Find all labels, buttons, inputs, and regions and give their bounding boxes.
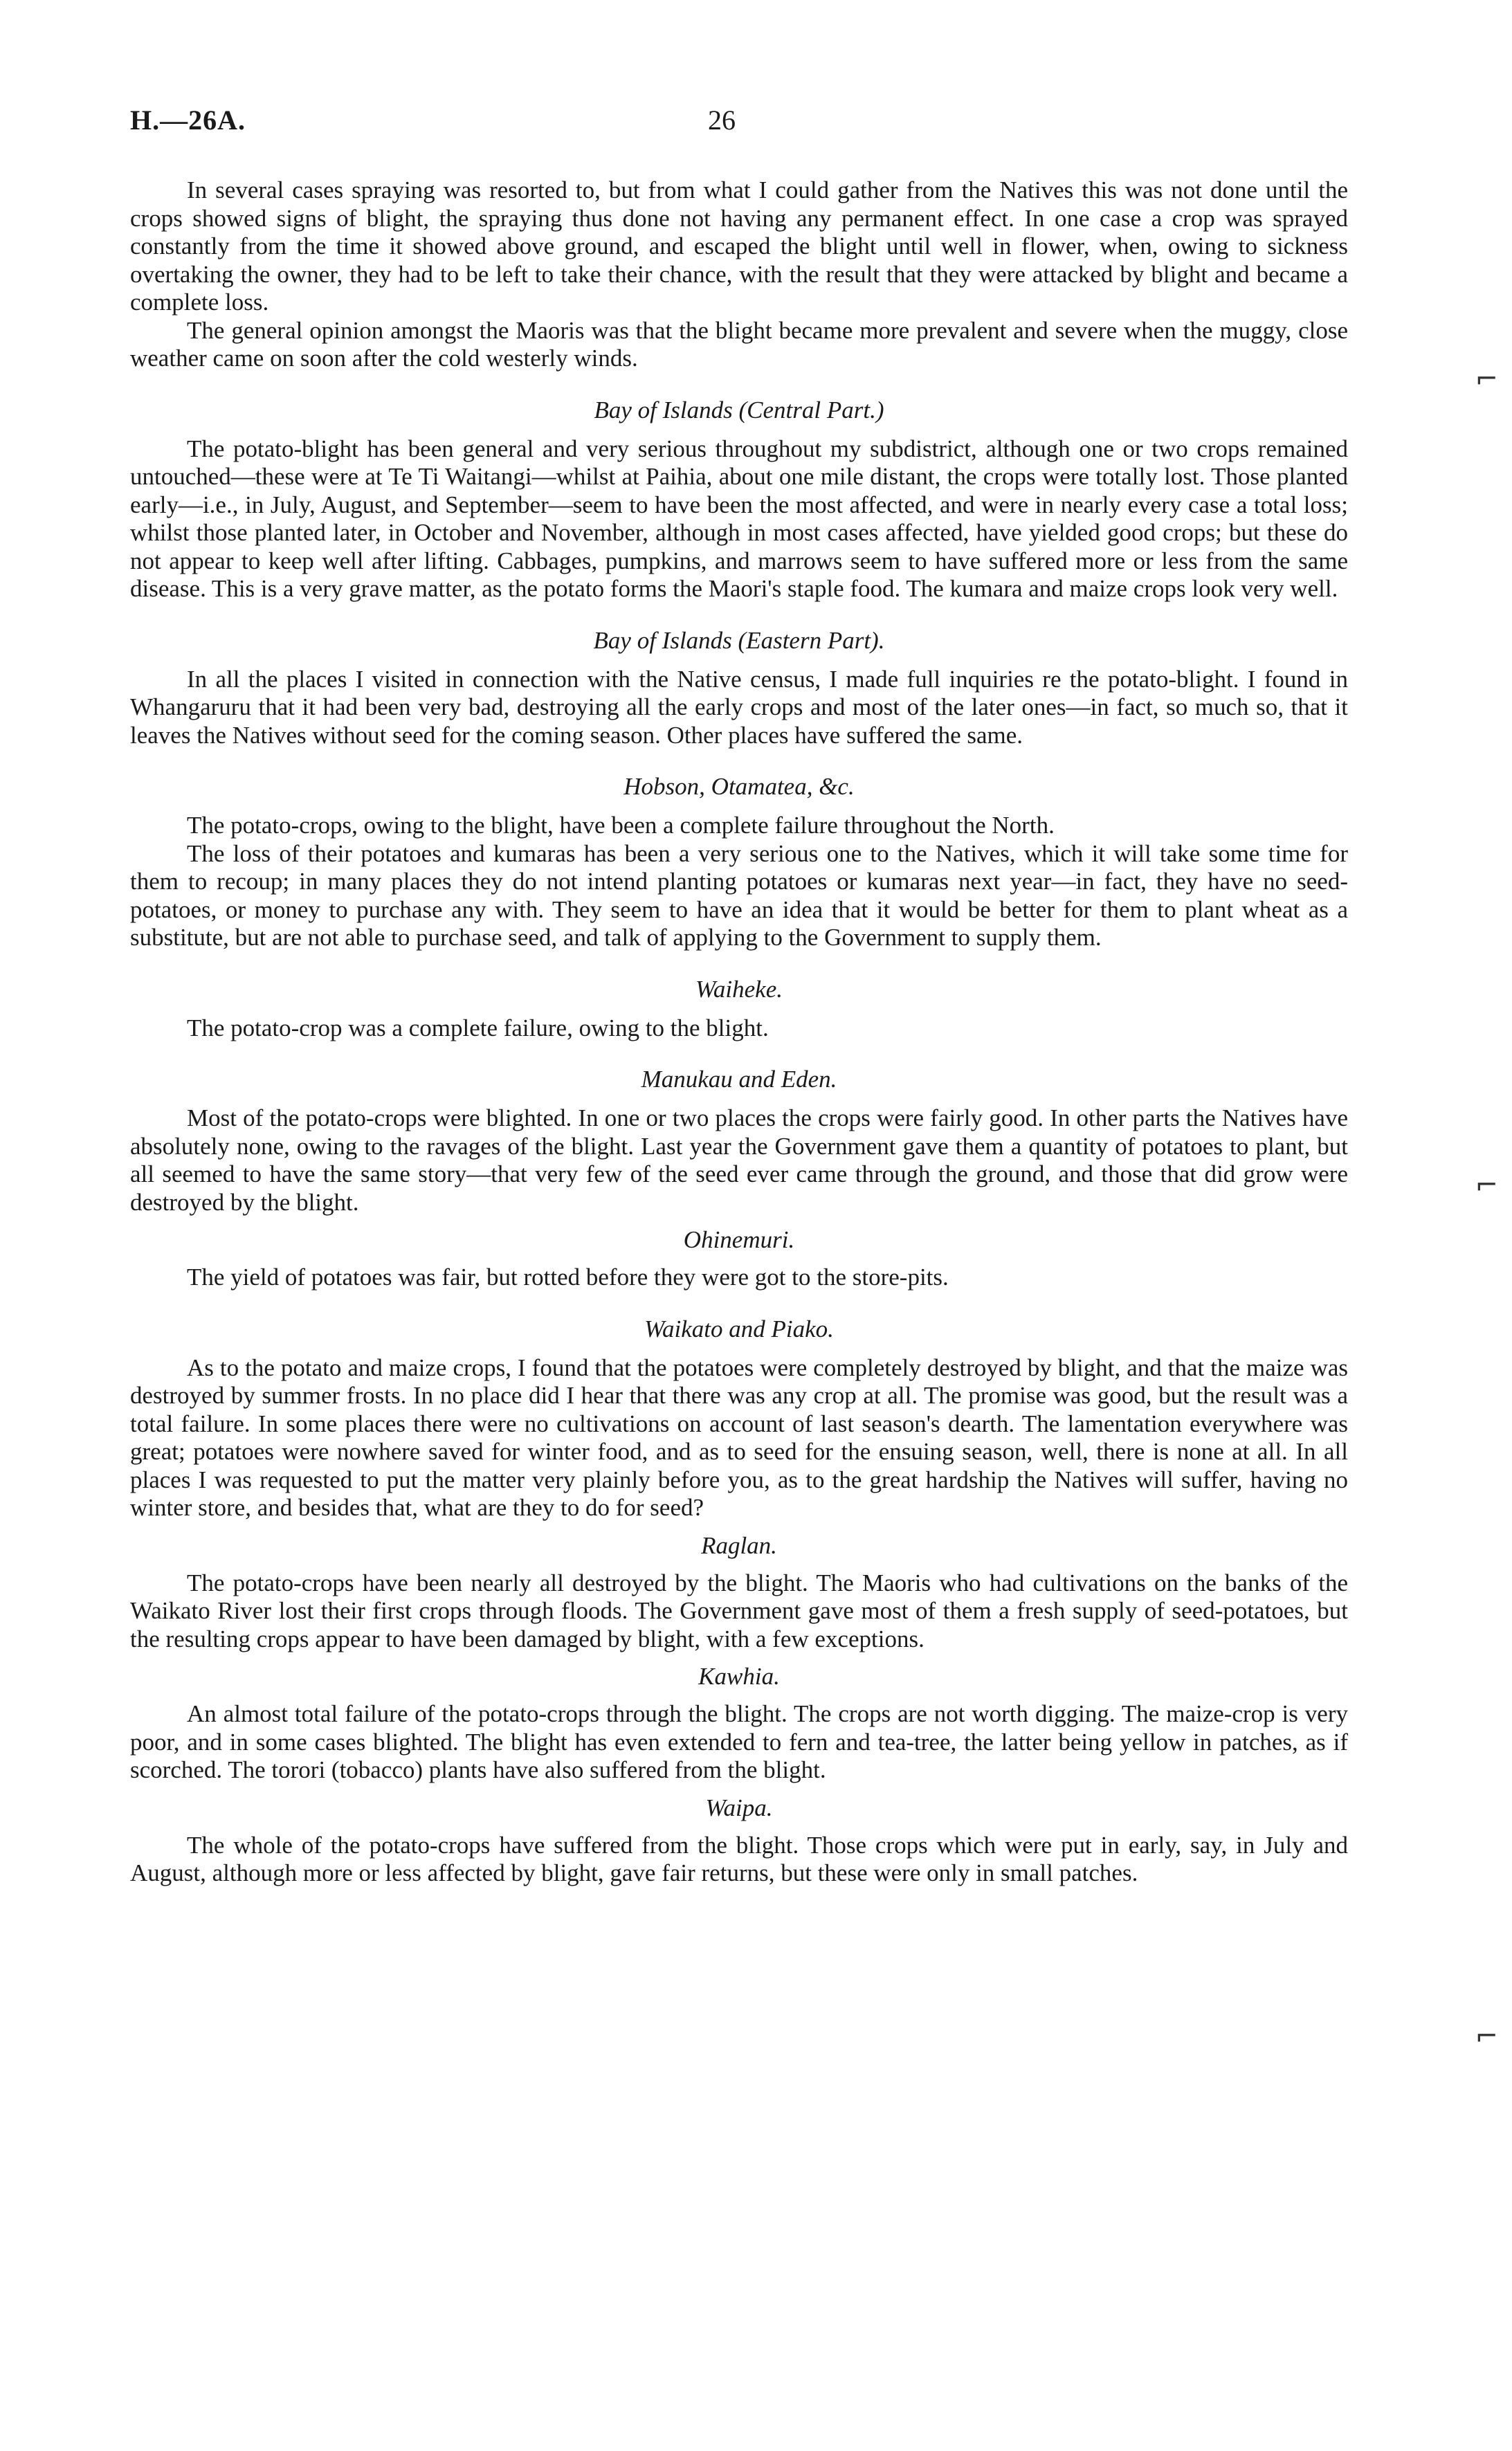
section bbox=[130, 773, 1348, 952]
section-heading: Bay of Islands (Central Part.) bbox=[594, 396, 884, 423]
margin-mark-icon: ⌐ bbox=[1475, 363, 1498, 395]
paragraph: The potato-crops have been nearly all destroyed by the blight. The Maoris who had cultivations on the banks of the Waikato River lost their first crops through floods. The Government gave most of them a fresh supply of seed-potatoes, but the resulting crops appear to have been damaged by blight, with a few exceptions. bbox=[130, 1569, 1348, 1652]
paragraph: An almost total failure of the potato-crops through the blight. The crops are not worth digging. The maize-crop is very poor, and in some cases blighted. The blight has even extended to fern and tea-tree, the latter being yellow in patches, as if scorched. The torori (tobacco) plants have also suffered from the blight. bbox=[130, 1700, 1348, 1783]
paragraph: Most of the potato-crops were blighted. In one or two places the crops were fairly good. In other parts the Natives have absolutely none, owing to the ravages of the blight. Last year the Government gave them a quantity of potatoes to plant, but all seemed to have the same story—that very few of the seed ever came through the ground, and those that did grow were destroyed by the blight. bbox=[130, 1104, 1348, 1216]
section bbox=[130, 1315, 1348, 1522]
section-heading: Waikato and Piako. bbox=[644, 1315, 834, 1342]
section-heading: Bay of Islands (Eastern Part). bbox=[593, 626, 885, 654]
section bbox=[130, 397, 1348, 603]
section-heading: Waiheke. bbox=[695, 975, 783, 1003]
section-heading: Kawhia. bbox=[698, 1663, 780, 1690]
section bbox=[130, 1066, 1348, 1217]
paragraph: The whole of the potato-crops have suffered from the blight. Those crops which were put in early, say, in July and August, although more or less affected by blight, gave fair returns, but these were only in small patches. bbox=[130, 1831, 1348, 1886]
section-heading: Hobson, Otamatea, &c. bbox=[623, 773, 855, 800]
section-heading: Manukau and Eden. bbox=[641, 1066, 837, 1093]
paragraph: In all the places I visited in connection with the Native census, I made full inquiries re the potato-blight. I found in Whangaruru that it had been very bad, destroying all the early crops and most of the later ones—in fact, so much so, that it leaves the Natives without seed for the coming season. Other places have suffered the same. bbox=[130, 665, 1348, 749]
paragraph: The general opinion amongst the Maoris was that the blight became more prevalent and severe when the muggy, close weather came on soon after the cold westerly winds. bbox=[130, 316, 1348, 372]
section bbox=[130, 1663, 1348, 1785]
document-reference: H.—26A. bbox=[130, 104, 246, 136]
margin-mark-icon: ⌐ bbox=[1475, 2021, 1498, 2052]
paragraph: The loss of their potatoes and kumaras has been a very serious one to the Natives, which it will take some time for them to recoup; in many places they do not intend planting potatoes or kumaras next year—in fact, they have no seed-potatoes, or money to purchase any with. They seem to have an idea that it would be better for them to plant wheat as a substitute, but are not able to purchase seed, and talk of applying to the Government to supply them. bbox=[130, 839, 1348, 951]
section bbox=[130, 1532, 1348, 1654]
section bbox=[130, 1794, 1348, 1888]
paragraph: The potato-crops, owing to the blight, have been a complete failure throughout the North. bbox=[187, 812, 1055, 839]
paragraph: The potato-crop was a complete failure, owing to the blight. bbox=[187, 1014, 769, 1041]
section bbox=[130, 1226, 1348, 1292]
paragraph: The potato-blight has been general and very serious throughout my subdistrict, although one or two crops remained untouched—these were at Te Ti Waitangi—whilst at Paihia, about one mile distant, the crops were totally lost. Those planted early—i.e., in July, August, and September—seem to have been the most affected, and were in nearly every case a total loss; whilst those planted later, in October and November, although in most cases affected, have yielded good crops; but these do not appear to keep well after lifting. Cabbages, pumpkins, and marrows seem to have suffered more or less from the same disease. This is a very grave matter, as the potato forms the Maori's staple food. The kumara and maize crops look very well. bbox=[130, 435, 1348, 602]
section-heading: Ohinemuri. bbox=[683, 1226, 795, 1253]
section bbox=[130, 627, 1348, 750]
paragraph: The yield of potatoes was fair, but rotted before they were got to the store-pits. bbox=[187, 1264, 949, 1291]
page-number: 26 bbox=[708, 104, 736, 136]
paragraph: In several cases spraying was resorted to, but from what I could gather from the Natives this was not done until the crops showed signs of blight, the spraying thus done not having any permanent effect. In one case a crop was sprayed constantly from the time it showed above ground, and escaped the blight until well in flower, when, owing to sickness overtaking the owner, they had to be left to take their chance, with the result that they were attacked by blight and became a complete loss. bbox=[130, 176, 1348, 316]
document-body bbox=[130, 176, 1348, 1888]
paragraph: As to the potato and maize crops, I found that the potatoes were completely destroyed by blight, and that the maize was destroyed by summer frosts. In no place did I hear that there was any crop at all. The promise was good, but the result was a total failure. In some places there were no cultivations on account of last season's dearth. The lamentation everywhere was great; potatoes were nowhere saved for winter food, and as to seed for the ensuing season, well, there is none at all. In all places I was requested to put the matter very plainly before you, as to the great hardship the Natives will suffer, having no winter store, and besides that, what are they to do for seed? bbox=[130, 1354, 1348, 1521]
margin-mark-icon: ⌐ bbox=[1475, 1169, 1498, 1201]
section bbox=[130, 976, 1348, 1043]
section bbox=[130, 176, 1348, 373]
page-header bbox=[130, 104, 1355, 145]
section-heading: Waipa. bbox=[705, 1794, 773, 1821]
section-heading: Raglan. bbox=[701, 1531, 777, 1559]
